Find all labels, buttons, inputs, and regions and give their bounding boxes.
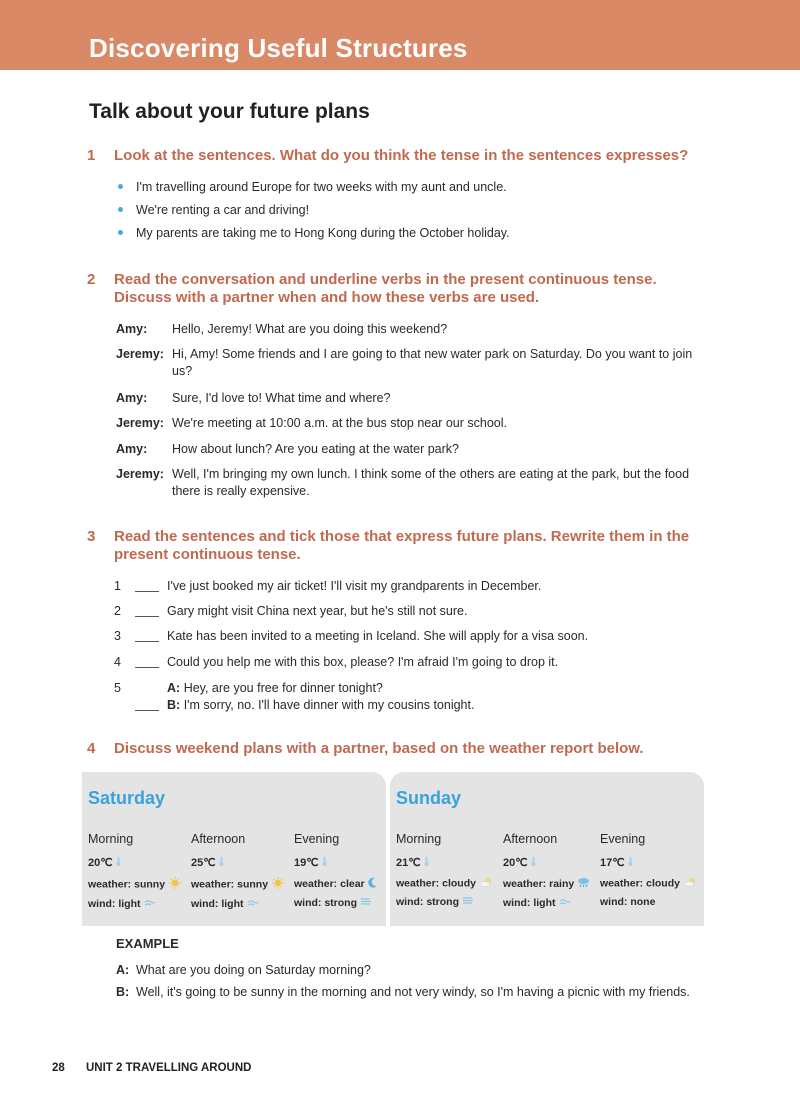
item-text: Gary might visit China next year, but he's still not sure. <box>167 604 468 618</box>
weather-cell <box>503 832 590 909</box>
dialog-line <box>116 346 696 380</box>
item-number: 5 <box>114 681 121 695</box>
exercise-item <box>114 603 714 620</box>
exercise-item <box>114 654 714 671</box>
list-item: I'm travelling around Europe for two weeks with my aunt and uncle. <box>118 176 510 199</box>
period-label: Afternoon <box>191 832 246 846</box>
unit-title: UNIT 2 TRAVELLING AROUND <box>86 1062 252 1074</box>
day-title: Sunday <box>396 788 462 808</box>
item-number: 3 <box>114 629 121 643</box>
question-1-number: 1 <box>87 147 96 164</box>
item-line-a: Hey, are you free for dinner tonight? <box>183 681 383 695</box>
item-text: Kate has been invited to a meeting in Iceland. She will apply for a visa soon. <box>167 629 589 643</box>
period-label: Afternoon <box>503 832 558 846</box>
dialog-line <box>116 415 696 432</box>
answer-blank[interactable] <box>135 667 159 668</box>
answer-blank[interactable] <box>135 641 159 642</box>
dialog-text: Well, I'm bringing my own lunch. I think some of the others are eating at the park, but the food there is really expensive. <box>172 467 690 498</box>
temperature: 19℃ <box>294 856 378 869</box>
wind-light-icon <box>559 897 571 909</box>
question-1-sentences <box>118 176 510 245</box>
question-3-number: 3 <box>87 528 96 545</box>
wind-condition: wind: light <box>191 898 285 910</box>
speaker-label: B: <box>167 698 181 712</box>
wind-condition: wind: light <box>503 897 590 909</box>
item-line-b: I'm sorry, no. I'll have dinner with my cousins tonight. <box>183 698 475 712</box>
header-banner <box>0 0 800 70</box>
weather-report <box>82 772 704 926</box>
question-4-number: 4 <box>87 740 96 757</box>
question-2-text: Read the conversation and underline verbs in the present continuous tense. Discuss with a partner when and how these verbs are used. <box>114 271 657 306</box>
list-item: My parents are taking me to Hong Kong during the October holiday. <box>118 222 510 245</box>
weather-condition: weather: cloudy <box>600 877 697 890</box>
weather-panel-saturday <box>82 772 386 926</box>
weather-cell <box>600 832 697 908</box>
wind-condition: wind: light <box>88 898 182 910</box>
bullet-icon <box>118 207 123 212</box>
example-heading: EXAMPLE <box>116 936 179 951</box>
temperature: 20℃ <box>503 856 590 869</box>
question-2-number: 2 <box>87 271 96 288</box>
wind-condition: wind: strong <box>294 897 378 909</box>
bullet-icon <box>118 184 123 189</box>
wind-strong-icon <box>360 897 372 909</box>
item-text <box>167 697 714 714</box>
dialog-line <box>116 466 696 500</box>
wind-condition: wind: strong <box>396 896 493 908</box>
weather-cell <box>191 832 285 910</box>
exercise-item <box>114 680 714 697</box>
item-text <box>167 680 714 697</box>
dialog-text: Sure, I'd love to! What time and where? <box>172 391 391 405</box>
question-1-text: Look at the sentences. What do you think the tense in the sentences expresses? <box>114 147 689 164</box>
thermometer-icon <box>531 857 536 869</box>
page-footer <box>52 1062 251 1074</box>
dialog-line <box>116 441 696 458</box>
weather-cell <box>88 832 182 910</box>
answer-blank[interactable] <box>135 616 159 617</box>
period-label: Evening <box>600 832 646 846</box>
period-label: Morning <box>88 832 134 846</box>
speaker-label: Jeremy: <box>116 347 164 361</box>
example-text: What are you doing on Saturday morning? <box>136 963 371 977</box>
speaker-label: Jeremy: <box>116 416 164 430</box>
sun-icon <box>168 877 182 892</box>
speaker-label: Jeremy: <box>116 467 164 481</box>
weather-condition: weather: rainy <box>503 877 590 891</box>
page-number: 28 <box>52 1062 65 1074</box>
question-3-text: Read the sentences and tick those that express future plans. Rewrite them in the present continuous tense. <box>114 528 690 563</box>
exercise-item-b <box>114 697 714 714</box>
weather-condition: weather: cloudy <box>396 877 493 890</box>
speaker-label: A: <box>167 681 181 695</box>
thermometer-icon <box>628 857 633 869</box>
dialog-text: How about lunch? Are you eating at the water park? <box>172 442 459 456</box>
section-title: Discovering Useful Structures <box>89 33 468 63</box>
dialog-text: Hello, Jeremy! What are you doing this weekend? <box>172 322 448 336</box>
speaker-label: Amy: <box>116 391 148 405</box>
temperature: 17℃ <box>600 856 697 869</box>
temperature: 21℃ <box>396 856 493 869</box>
period-label: Morning <box>396 832 442 846</box>
rain-icon <box>577 877 590 891</box>
example-line <box>116 962 706 978</box>
example-text: Well, it's going to be sunny in the morning and not very windy, so I'm having a picnic with my friends. <box>136 985 690 999</box>
dialog-text: Hi, Amy! Some friends and I are going to that new water park on Saturday. Do you want to join us? <box>172 347 693 378</box>
wind-light-icon <box>144 898 156 910</box>
list-item: We're renting a car and driving! <box>118 199 510 222</box>
period-label: Evening <box>294 832 340 846</box>
weather-cell <box>396 832 493 908</box>
bullet-icon <box>118 230 123 235</box>
speaker-label: Amy: <box>116 322 148 336</box>
item-text: I've just booked my air ticket! I'll visit my grandparents in December. <box>167 579 542 593</box>
exercise-item <box>114 578 714 595</box>
weather-condition: weather: sunny <box>88 877 182 892</box>
item-number: 1 <box>114 579 121 593</box>
dialog-text: We're meeting at 10:00 a.m. at the bus stop near our school. <box>172 416 507 430</box>
weather-panel-sunday <box>390 772 704 926</box>
temperature: 20℃ <box>88 856 182 869</box>
dialog-line <box>116 321 696 338</box>
wind-light-icon <box>247 898 259 910</box>
exercise-item <box>114 628 714 645</box>
weather-condition: weather: clear <box>294 877 378 891</box>
sun-icon <box>271 877 285 892</box>
wind-condition: wind: none <box>600 896 656 909</box>
weather-cell <box>294 832 378 909</box>
thermometer-icon <box>116 857 121 869</box>
thermometer-icon <box>219 857 224 869</box>
speaker-label: A: <box>116 963 130 977</box>
cloud-icon <box>683 877 697 890</box>
question-4-text: Discuss weekend plans with a partner, based on the weather report below. <box>114 740 644 757</box>
item-number: 2 <box>114 604 121 618</box>
example-line <box>116 984 706 1000</box>
item-text: Could you help me with this box, please? I'm afraid I'm going to drop it. <box>167 655 559 669</box>
wind-strong-icon <box>462 896 474 908</box>
dialog-line <box>116 390 696 407</box>
answer-blank[interactable] <box>135 710 159 711</box>
speaker-label: Amy: <box>116 442 148 456</box>
thermometer-icon <box>424 857 429 869</box>
day-title: Saturday <box>88 788 166 808</box>
cloud-icon <box>479 877 493 890</box>
page-title: Talk about your future plans <box>89 100 370 123</box>
answer-blank[interactable] <box>135 591 159 592</box>
moon-icon <box>368 877 378 891</box>
weather-condition: weather: sunny <box>191 877 285 892</box>
temperature: 25℃ <box>191 856 285 869</box>
item-number: 4 <box>114 655 121 669</box>
thermometer-icon <box>322 857 327 869</box>
speaker-label: B: <box>116 985 130 999</box>
